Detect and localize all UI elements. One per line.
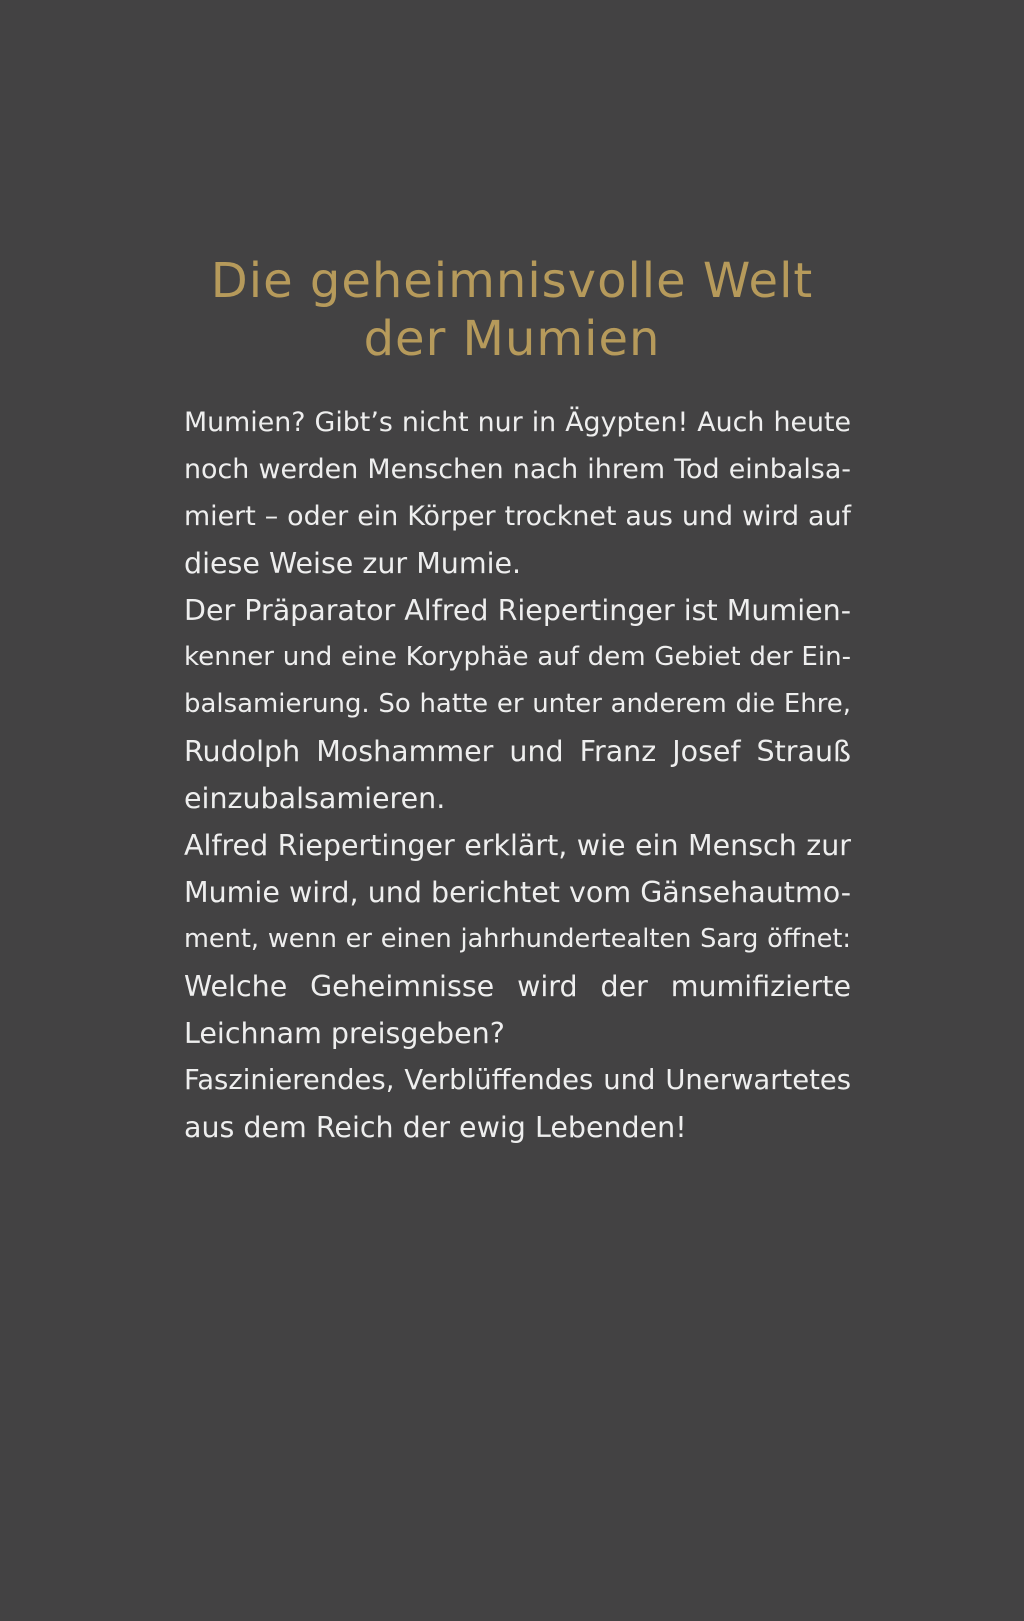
blurb-line: Mumie wird, und berichtet vom Gänsehautmo- (184, 876, 851, 909)
blurb-line: Leichnam preisgeben? (184, 1017, 505, 1050)
title-line-2: der Mumien (363, 311, 661, 367)
blurb-line: kenner und eine Koryphäe auf dem Gebiet der Ein- (184, 642, 851, 672)
blurb-line: Mumien? Gibt’s nicht nur in Ägypten! Auch heute (184, 407, 851, 438)
cover-title (160, 252, 864, 368)
blurb-line: noch werden Menschen nach ihrem Tod einbalsa- (184, 454, 851, 485)
blurb-line: Welche Geheimnisse wird der mumifizierte (184, 970, 851, 1003)
blurb-line: aus dem Reich der ewig Lebenden! (184, 1111, 687, 1144)
blurb-line: Der Präparator Alfred Riepertinger ist Mumien- (184, 594, 851, 627)
blurb-line: miert – oder ein Körper trocknet aus und wird auf (184, 501, 851, 532)
blurb-line: balsamierung. So hatte er unter anderem die Ehre, (184, 689, 851, 719)
blurb-line: Rudolph Moshammer und Franz Josef Strauß (184, 735, 851, 768)
blurb-line: Faszinierendes, Verblüffendes und Unerwartetes (184, 1065, 851, 1096)
blurb-line: ment, wenn er einen jahrhundertealten Sarg öffnet: (184, 924, 851, 954)
blurb-line: diese Weise zur Mumie. (184, 547, 522, 580)
blurb-line: einzubalsamieren. (184, 782, 446, 815)
blurb-line: Alfred Riepertinger erklärt, wie ein Mensch zur (184, 829, 851, 862)
title-line-1: Die geheimnisvolle Welt (210, 253, 814, 309)
blurb-text (184, 399, 851, 1151)
